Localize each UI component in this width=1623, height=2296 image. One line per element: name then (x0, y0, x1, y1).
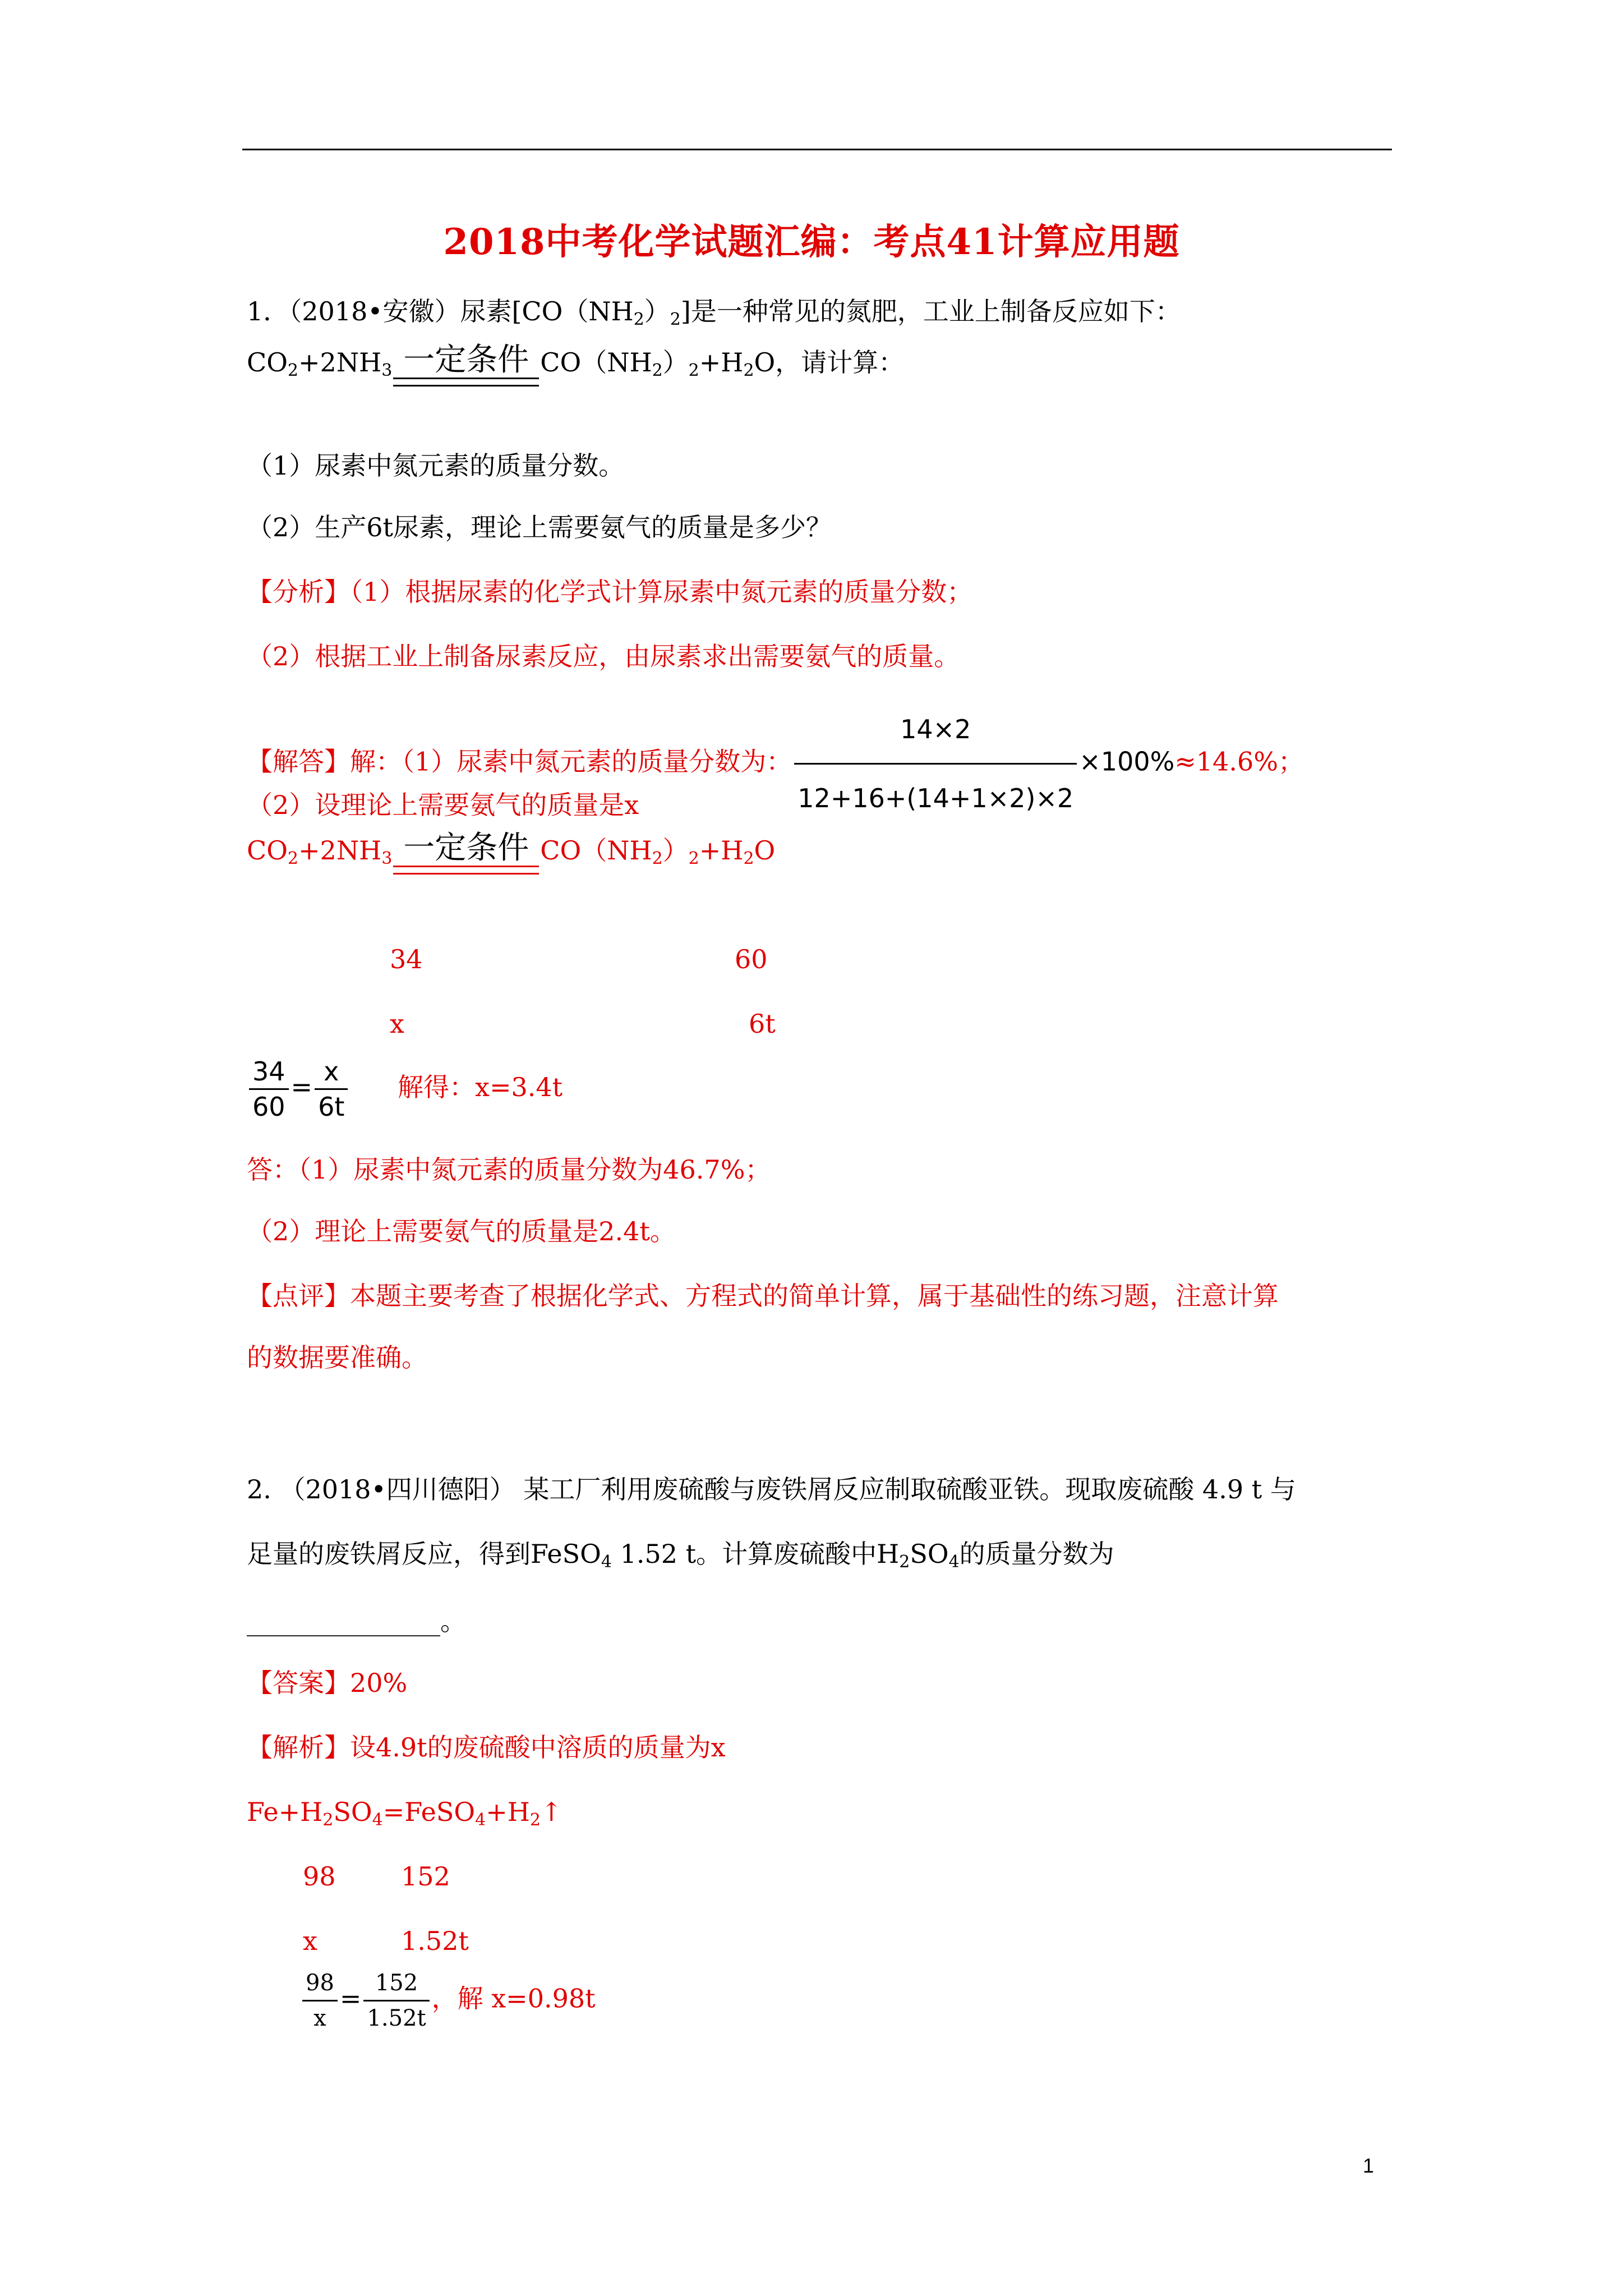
q1-analysis-1: 【分析】（1）根据尿素的化学式计算尿素中氮元素的质量分数； (247, 577, 973, 607)
q2-ratio: $\frac{98}{x}$ = $\frac{152}{1.52t}$ ，解 x=0.98t (300, 1966, 596, 2035)
q1-answer-2: （2）理论上需要氨气的质量是2.4t。 (247, 1216, 676, 1246)
q1-comment-2: 的数据要准确。 (247, 1342, 427, 1373)
q2-stem-2: 足量的废铁屑反应，得到FeSO$_4$ 1.52 t。计算废硫酸中$H_2SO_4$的质量分数为 (247, 1539, 1114, 1572)
q1-answer-1: 答：（1）尿素中氮元素的质量分数为46.7%； (247, 1154, 771, 1185)
q2-var-152t: 1.52t (401, 1926, 469, 1956)
q1-var-6t: 6t (749, 1009, 776, 1039)
q2-ratio-right: $\frac{152}{1.52t}$ (363, 1966, 429, 2035)
q1-subquestion-2: （2）生产6t尿素，理论上需要氨气的质量是多少？ (247, 512, 832, 542)
ratio-right: $\frac{x}{6t}$ (315, 1055, 348, 1124)
q1-equation: $CO_2+2NH_3$ 一定条件 $CO(NH_2)_2+H_2O$，请计算： (247, 342, 904, 386)
q2-analysis: 【解析】设4.9t的废硫酸中溶质的质量为x (247, 1732, 726, 1763)
header-rule (242, 149, 1392, 150)
q1-var-x: x (390, 1009, 404, 1039)
q2-mass-feso4: 152 (401, 1861, 450, 1892)
q2-equation: $Fe+H_2SO_4=FeSO_4+H_2↑$ (247, 1797, 562, 1830)
ratio-left: $\frac{34}{60}$ (249, 1055, 289, 1124)
q1-equation-2: $CO_2+2NH_3$ 一定条件 $CO(NH_2)_2+H_2O$ (247, 830, 775, 875)
q1-stem: 1．（2018•安徽）尿素$[CO(NH_2)_2]$是一种常见的氮肥，工业上制备反应如下： (247, 296, 1181, 329)
q1-subquestion-1: （1）尿素中氮元素的质量分数。 (247, 450, 625, 481)
reaction-condition-arrow-2: 一定条件 (393, 831, 539, 875)
q2-var-x: x (303, 1926, 317, 1956)
page-title: 2018中考化学试题汇编：考点41计算应用题 (443, 221, 1180, 263)
q2-mass-h2so4: 98 (303, 1861, 336, 1892)
nitrogen-fraction: $\frac{14\times 2}{12+16+(14+1\times 2)\times 2}$ (794, 696, 1077, 832)
q1-ratio: $\frac{34}{60}$ = $\frac{x}{6t}$ 解得：x=3.4t (247, 1055, 562, 1124)
q1-mass-nh3: 34 (390, 944, 423, 974)
q2-answer: 【答案】20% (247, 1668, 408, 1698)
q2-blank: _______________。 (247, 1606, 466, 1636)
reaction-condition-arrow: 一定条件 (393, 343, 539, 386)
q1-mass-urea: 60 (735, 944, 768, 974)
page-number: 1 (1363, 2154, 1375, 2177)
q2-ratio-left: $\frac{98}{x}$ (302, 1966, 338, 2035)
q2-stem-1: 2. （2018•四川德阳） 某工厂利用废硫酸与废铁屑反应制取硫酸亚铁。现取废硫酸 4.9 t 与 (247, 1474, 1296, 1504)
q1-solution-1: 【解答】解：（1）尿素中氮元素的质量分数为： $\frac{14\times 2}{12+16+(14+1\times 2)\times 2}$ ×100%≈14.6%； (247, 696, 1304, 832)
q1-comment-1: 【点评】本题主要考查了根据化学式、方程式的简单计算，属于基础性的练习题，注意计算 (247, 1281, 1279, 1311)
q1-analysis-2: （2）根据工业上制备尿素反应，由尿素求出需要氨气的质量。 (247, 641, 960, 671)
q1-solution-2: （2）设理论上需要氨气的质量是x (247, 790, 639, 820)
